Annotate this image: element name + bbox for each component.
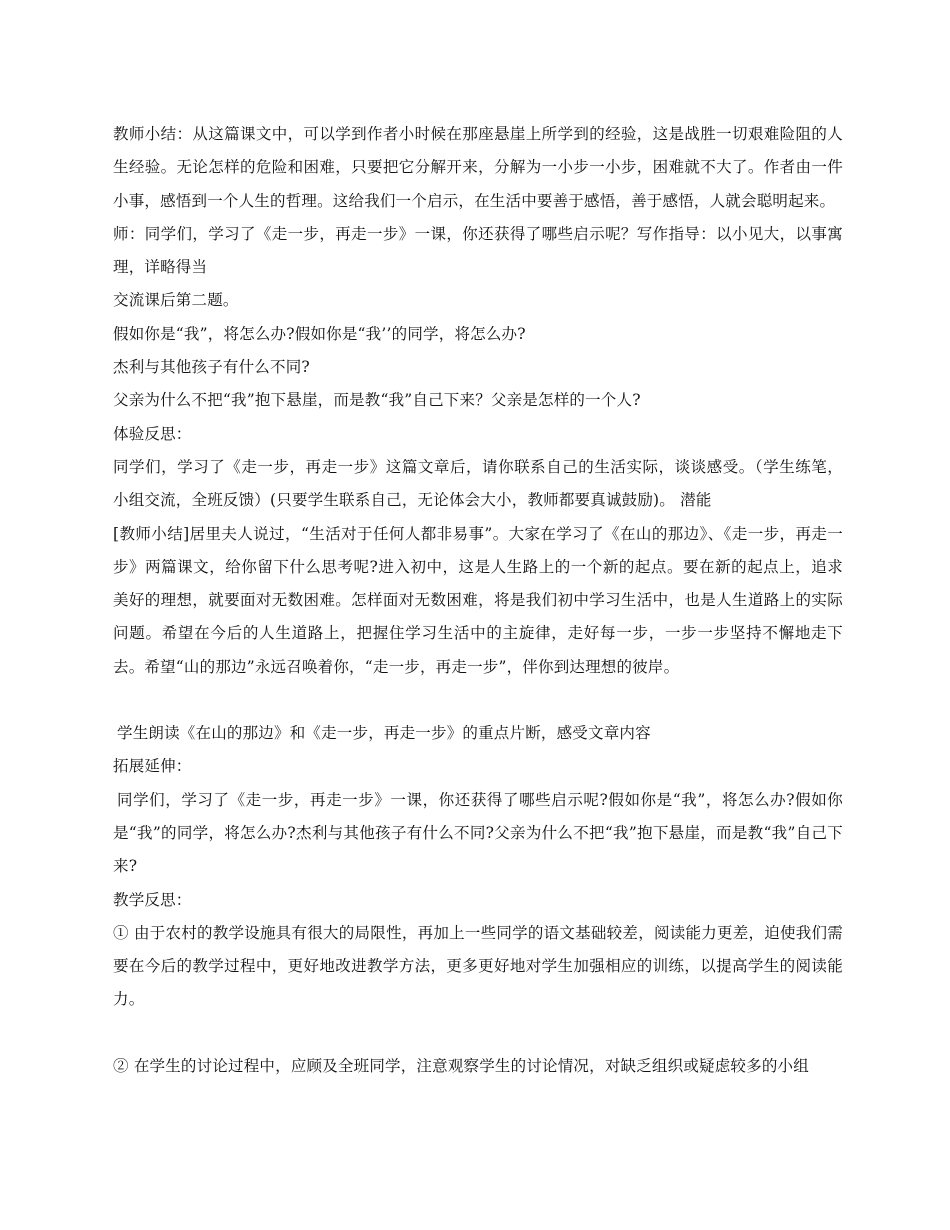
extension-heading: 拓展延伸： [113, 757, 192, 776]
teacher-question-paragraph: 师：同学们，学习了《走一步，再走一步》一课，你还获得了哪些启示呢？写作指导：以小见大，以事寓理，详略得当 [113, 224, 843, 277]
paragraph-gap [113, 1017, 843, 1050]
extension-paragraph: 同学们，学习了《走一步，再走一步》一课，你还获得了哪些启示呢?假如你是“我”，将怎么办?假如你是“我”的同学，将怎么办?杰利与其他孩子有什么不同?父亲为什么不把“我”抱下悬崖，而是教“我”自己下来? [113, 790, 843, 876]
reflection-paragraph: 同学们，学习了《走一步，再走一步》这篇文章后，请你联系自己的生活实际，谈谈感受。（学生练笔，小组交流，全班反馈）(只要学生联系自己，无论体会大小，教师都要真诚鼓励)。 潜能 [113, 457, 843, 510]
question-line-3: 父亲为什么不把“我”抱下悬崖，而是教“我”自己下来？父亲是怎样的一个人? [113, 391, 641, 410]
paragraph-gap [113, 684, 843, 717]
teacher-summary-quote-paragraph: [教师小结]居里夫人说过，“生活对于任何人都非易事”。大家在学习了《在山的那边》、《走一步，再走一步》两篇课文，给你留下什么思考呢?进入初中，这是人生路上的一个新的起点。要在新的起点上，追求美好的理想，就要面对无数困难。怎样面对无数困难，将是我们初中学习生活中，也是人生道路上的实际问题。希望在今后的人生道路上，把握住学习生活中的主旋律，走好每一步，一步一步坚持不懈地走下去。希望“山的那边”永远召唤着你，“走一步，再走一步”，伴你到达理想的彼岸。 [113, 524, 843, 676]
teacher-summary-paragraph: 教师小结：从这篇课文中，可以学到作者小时候在那座悬崖上所学到的经验，这是战胜一切艰难险阻的人生经验。无论怎样的危险和困难，只要把它分解开来，分解为一小步一小步，困难就不大了。作者由一件小事，感悟到一个人生的哲理。这给我们一个启示，在生活中要善于感悟，善于感悟，人就会聪明起来。 [113, 125, 843, 210]
document-body [113, 118, 843, 1083]
reflection-point-2: ② 在学生的讨论过程中，应顾及全班同学，注意观察学生的讨论情况，对缺乏组织或疑虑较多的小组 [113, 1056, 809, 1075]
question-line-2: 杰利与其他孩子有什么不同? [113, 358, 310, 377]
reading-activity-line: 学生朗读《在山的那边》和《走一步，再走一步》的重点片断，感受文章内容 [117, 724, 651, 743]
teaching-reflection-heading: 教学反思： [113, 890, 192, 909]
exchange-exercise-line: 交流课后第二题。 [113, 291, 239, 310]
question-line-1: 假如你是“我”，将怎么办?假如你是“我’’的同学，将怎么办? [113, 324, 526, 343]
reflection-point-1: ① 由于农村的教学设施具有很大的局限性，再加上一些同学的语文基础较差，阅读能力更差，迫使我们需要在今后的教学过程中，更好地改进教学方法，更多更好地对学生加强相应的训练，以提高学生的阅读能力。 [113, 923, 843, 1009]
reflection-heading: 体验反思： [113, 424, 192, 443]
